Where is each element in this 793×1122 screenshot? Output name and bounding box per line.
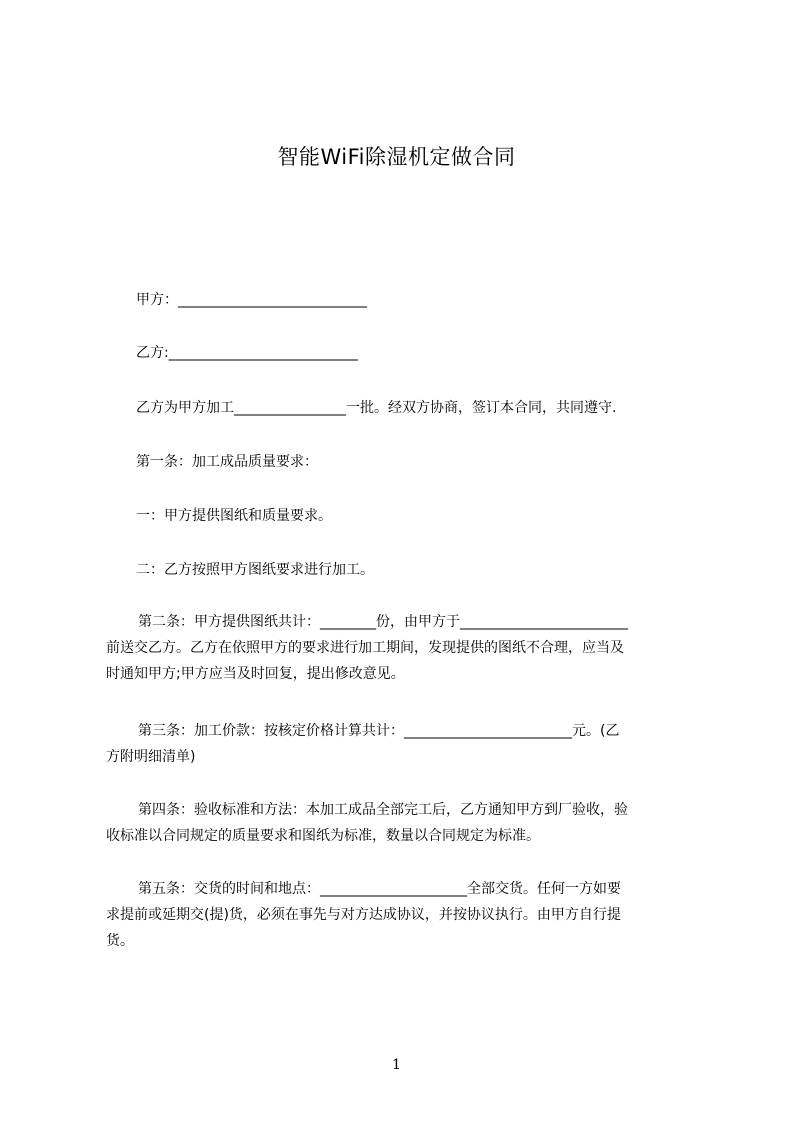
party-a-line: 甲方：___________________________	[136, 292, 367, 308]
article-4-paragraph	[106, 797, 702, 849]
article-4-line-1: 第四条：验收标准和方法：本加工成品全部完工后，乙方通知甲方到厂验收，验	[138, 802, 628, 818]
document-title: 智能WiFi除湿机定做合同	[277, 145, 516, 169]
article-5-line-1: 第五条：交货的时间和地点：_____________________全部交货。任何一方如要	[138, 881, 621, 897]
article-2-line-3: 时通知甲方;甲方应当及时回复，提出修改意见。	[106, 666, 405, 682]
article-3-line-1: 第三条：加工价款：按核定价格计算共计：________________________元。(乙	[138, 723, 620, 739]
page-number: 1	[392, 1057, 401, 1073]
article-5-line-2: 求提前或延期交(提)货，必须在事先与对方达成协议，并按协议执行。由甲方自行提	[106, 907, 621, 923]
article-5-paragraph	[106, 876, 702, 954]
intro-paragraph: 乙方为甲方加工________________一批。经双方协商，签订本合同，共同遵守.	[136, 400, 617, 416]
article-2-line-1: 第二条：甲方提供图纸共计：________份，由甲方于________________________	[138, 614, 628, 630]
article-2-line-2: 前送交乙方。乙方在依照甲方的要求进行加工期间，发现提供的图纸不合理，应当及	[106, 640, 624, 656]
article-1-title: 第一条：加工成品质量要求：	[136, 454, 318, 470]
article-3-line-2: 方附明细清单)	[106, 749, 196, 765]
article-3-paragraph	[106, 718, 702, 770]
article-2-paragraph	[106, 609, 702, 687]
article-1-item-2: 二：乙方按照甲方图纸要求进行加工。	[136, 562, 374, 578]
article-5-line-3: 货。	[106, 933, 134, 949]
party-b-line: 乙方:___________________________	[136, 345, 358, 361]
article-1-item-1: 一：甲方提供图纸和质量要求。	[136, 508, 332, 524]
article-4-line-2: 收标准以合同规定的质量要求和图纸为标准，数量以合同规定为标准。	[106, 828, 540, 844]
